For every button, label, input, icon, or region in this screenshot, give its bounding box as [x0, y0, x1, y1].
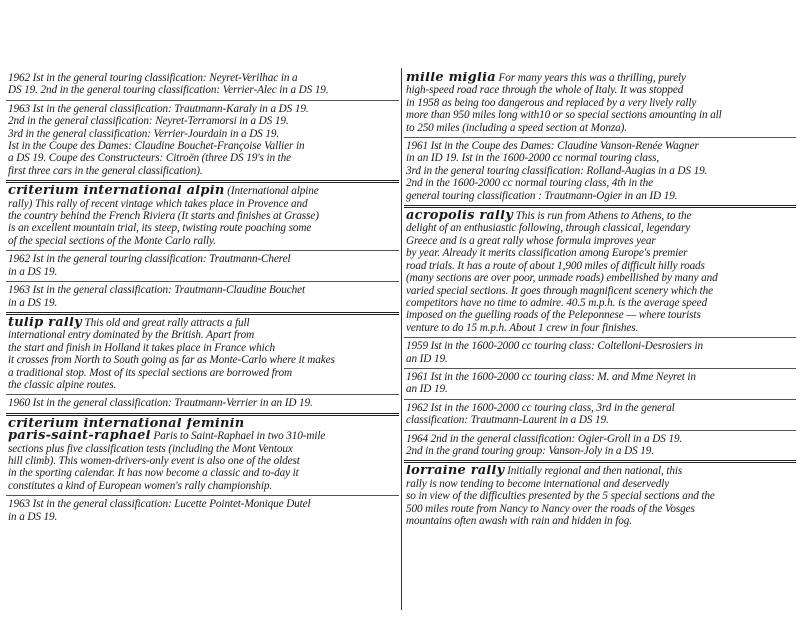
rally-lorraine: lorraine rally Initially regional and then national, this rally is now tending to become international and deservedly so in view of the difficulties presented by the 5 special sections and the 500 miles route from Nancy to Nancy over the roads of the Vosges mountains often awash with rain and hidden in fog.: [404, 460, 796, 530]
result-1963-alpin: 1963 Ist in the general classification: Trautmann-Claudine Bouchet in a DS 19.: [6, 281, 399, 312]
result-1962-acropolis: 1962 Ist in the 1600-2000 cc touring class, 3rd in the general classification: Trautmann-Laurent in a DS 19.: [404, 399, 796, 430]
result-1964-acropolis: 1964 2nd in the general classification: Ogier-Groll in a DS 19. 2nd in the grand touring group: Vanson-Joly in a DS 19.: [404, 430, 796, 461]
rally-title: criterium international alpin: [8, 185, 225, 198]
rally-mille-miglia: mille miglia For many years this was a thrilling, purely high-speed road race through the whole of Italy. It was stopped in 1958 as being too dangerous and replaced by a very lively rally more than 950 miles long with10 or so special sections amounting in all to 250 miles (including a speed section at Monza).: [406, 72, 722, 134]
result-1963-monte-carlo: 1963 Ist in the general classification: Trautmann-Karaly in a DS 19. 2nd in the general classification: Neyret-Terramorsi in a DS 19. 3rd in the general classification: Verrier-Jourdain in a DS 19. Ist in the Coupe des Dames: Claudine Bouchet-Françoise Vallier in a DS 19. Coupe des Constructeurs: Citroën (three DS 19's in the first three cars in the general classification).: [6, 100, 399, 180]
rally-title: mille miglia: [406, 72, 496, 85]
result-1961-mille-miglia: 1961 Ist in the Coupe des Dames: Claudine Vanson-Renée Wagner in an ID 19. Ist in the 1600-2000 cc normal touring class, 3rd in the general touring classification: Rolland-Augias in a DS 19. 2nd in the 1600-2000 cc normal touring class, 4th in the general touring classification : Trautmann-Ogier in an ID 19.: [404, 137, 796, 205]
rally-title: criterium international feminin: [8, 417, 245, 431]
result-1963-feminin: 1963 Ist in the general classification: Lucette Pointet-Monique Dutel in a DS 19.: [6, 495, 399, 526]
result-1961-acropolis: 1961 Ist in the 1600-2000 cc touring class: M. and Mme Neyret in an ID 19.: [404, 368, 796, 399]
result-1959-acropolis: 1959 Ist in the 1600-2000 cc touring class: Coltelloni-Desrosiers in an ID 19.: [404, 337, 796, 368]
right-column: [404, 70, 796, 530]
column-divider: [401, 68, 402, 610]
rally-tulip: tulip rally This old and great rally attracts a full international entry dominated by the British. Apart from the start and finish in Holland it takes place in France which it crosses from North to South going as far as Monte-Carlo where it makes a traditional stop. Most of its special sections are borrowed from the classic alpine routes.: [6, 312, 399, 394]
rally-title: acropolis rally: [406, 210, 514, 223]
rally-title: tulip rally: [8, 316, 82, 330]
rally-acropolis: acropolis rally This is run from Athens to Athens, to the delight of an enthusiastic following, through classical, legendary Greece and is a great rally whose formula improves year by year. Already it merits classification among Europe's premier road trials. It has a route of about 1,900 miles of difficult hilly roads (many sections are over poor, unmade roads) embellished by many and varied special sections. It goes through magnificent scenery which the competitors have no time to admire. 40.5 m.p.h. is the average speed imposed on the guelling roads of the Peleponnese — where tourists venture to do 15 m.p.h. About 1 crew in four finishes.: [404, 205, 796, 337]
left-column: [6, 70, 399, 526]
rally-criterium-alpin: criterium international alpin (International alpine rally) This rally of recent vintage which takes place in Provence and the country behind the French Riviera (It starts and finishes at Grasse) is an excellent mountain trial, its steep, twisting route poaching some of the special sections of the Monte Carlo rally.: [6, 180, 399, 250]
rally-subtitle: paris-saint-raphael: [8, 430, 151, 443]
result-1962-alpin: 1962 Ist in the general touring classification: Trautmann-Cherel in a DS 19.: [6, 250, 399, 281]
rally-criterium-feminin: criterium international feminin paris-saint-raphael Paris to Saint-Raphael in two 310-mile sections plus five classification tests (including the Mont Ventoux hill climb). This women-drivers-only event is also one of the oldest in the sporting calendar. It has now become a classic and to-day it constitutes a kind of European women's rally championship.: [6, 413, 399, 495]
result-1960-tulip: 1960 Ist in the general classification: Trautmann-Verrier in an ID 19.: [6, 394, 399, 412]
result-1962-monte-carlo: 1962 Ist in the general touring classification: Neyret-Verilhac in a DS 19. 2nd in the general touring classification: Verrier-Alec in a DS 19.: [8, 72, 329, 97]
rally-title: lorraine rally: [406, 465, 505, 478]
